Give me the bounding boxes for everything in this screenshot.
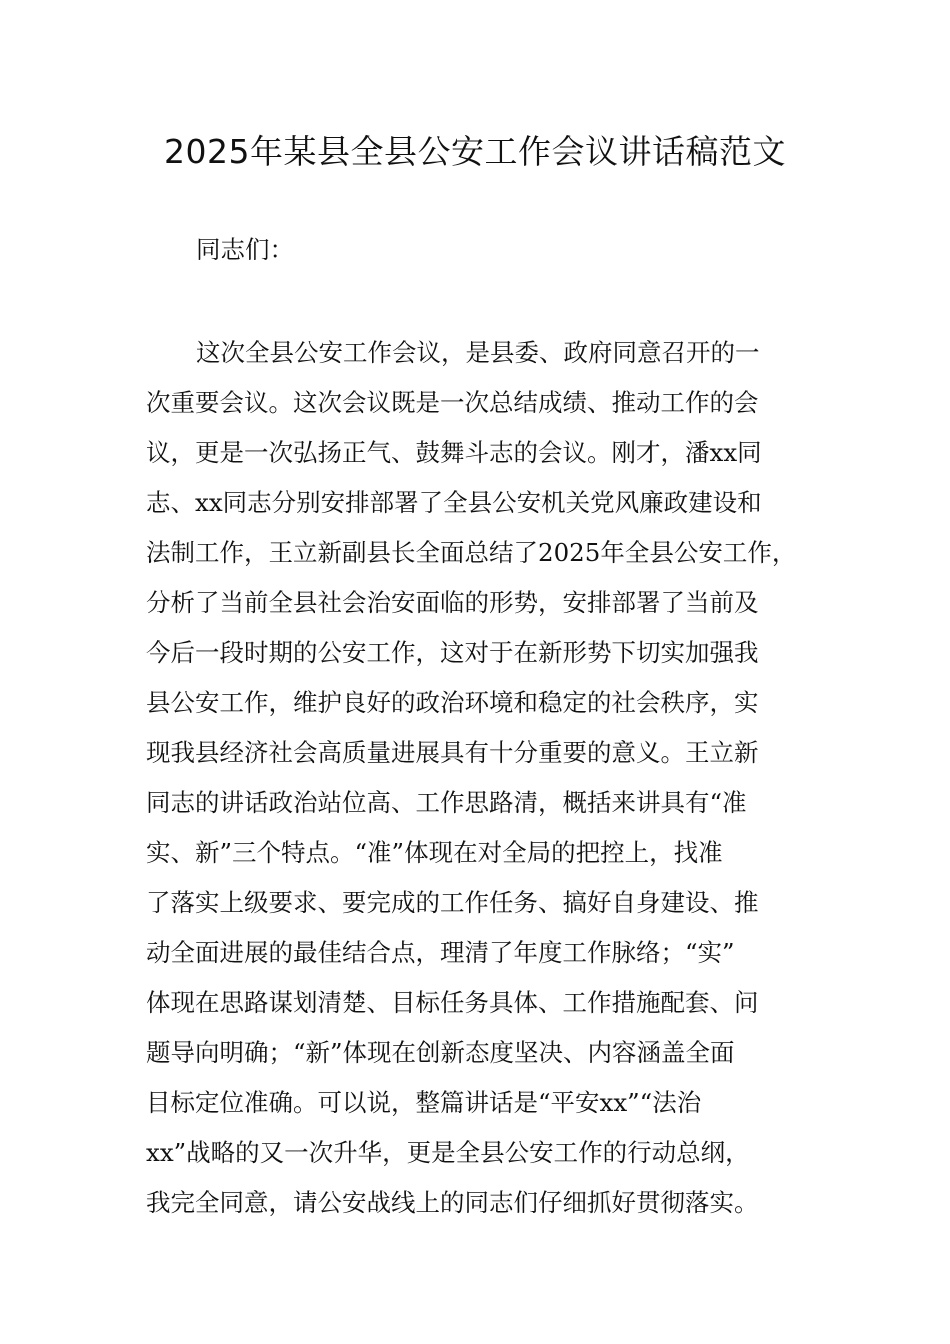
paragraph-line: 今后一段时期的公安工作，这对于在新形势下切实加强我 — [146, 638, 759, 667]
paragraph-line: 这次全县公安工作会议，是县委、政府同意召开的一 — [196, 338, 760, 367]
body-paragraph — [146, 328, 806, 1228]
paragraph-line: 实、新”三个特点。“准”体现在对全局的把控上，找准 — [146, 838, 723, 867]
paragraph-line: 动全面进展的最佳结合点，理清了年度工作脉络；“实” — [146, 938, 735, 967]
document-title: 2025年某县全县公安工作会议讲话稿范文 — [164, 132, 786, 171]
paragraph-line: 法制工作，王立新副县长全面总结了2025年全县公安工作， — [146, 538, 797, 567]
paragraph-line: 我完全同意，请公安战线上的同志们仔细抓好贯彻落实。 — [146, 1188, 759, 1217]
paragraph-line: 题导向明确；“新”体现在创新态度坚决、内容涵盖全面 — [146, 1038, 735, 1067]
paragraph-line: 目标定位准确。可以说，整篇讲话是“平安xx”“法治 — [146, 1088, 702, 1117]
paragraph-line: 志、xx同志分别安排部署了全县公安机关党风廉政建设和 — [146, 488, 762, 517]
paragraph-line: 了落实上级要求、要完成的工作任务、搞好自身建设、推 — [146, 888, 759, 917]
paragraph-line: 体现在思路谋划清楚、目标任务具体、工作措施配套、问 — [146, 988, 759, 1017]
paragraph-line: 次重要会议。这次会议既是一次总结成绩、推动工作的会 — [146, 388, 759, 417]
paragraph-line: 现我县经济社会高质量进展具有十分重要的意义。王立新 — [146, 738, 759, 767]
paragraph-line: 分析了当前全县社会治安面临的形势，安排部署了当前及 — [146, 588, 759, 617]
paragraph-line: 议，更是一次弘扬正气、鼓舞斗志的会议。刚才，潘xx同 — [146, 438, 762, 467]
paragraph-line: 同志的讲话政治站位高、工作思路清，概括来讲具有“准 — [146, 788, 747, 817]
paragraph-line: xx”战略的又一次升华，更是全县公安工作的行动总纲， — [146, 1138, 750, 1167]
salutation: 同志们： — [196, 235, 294, 264]
paragraph-line: 县公安工作，维护良好的政治环境和稳定的社会秩序，实 — [146, 688, 759, 717]
